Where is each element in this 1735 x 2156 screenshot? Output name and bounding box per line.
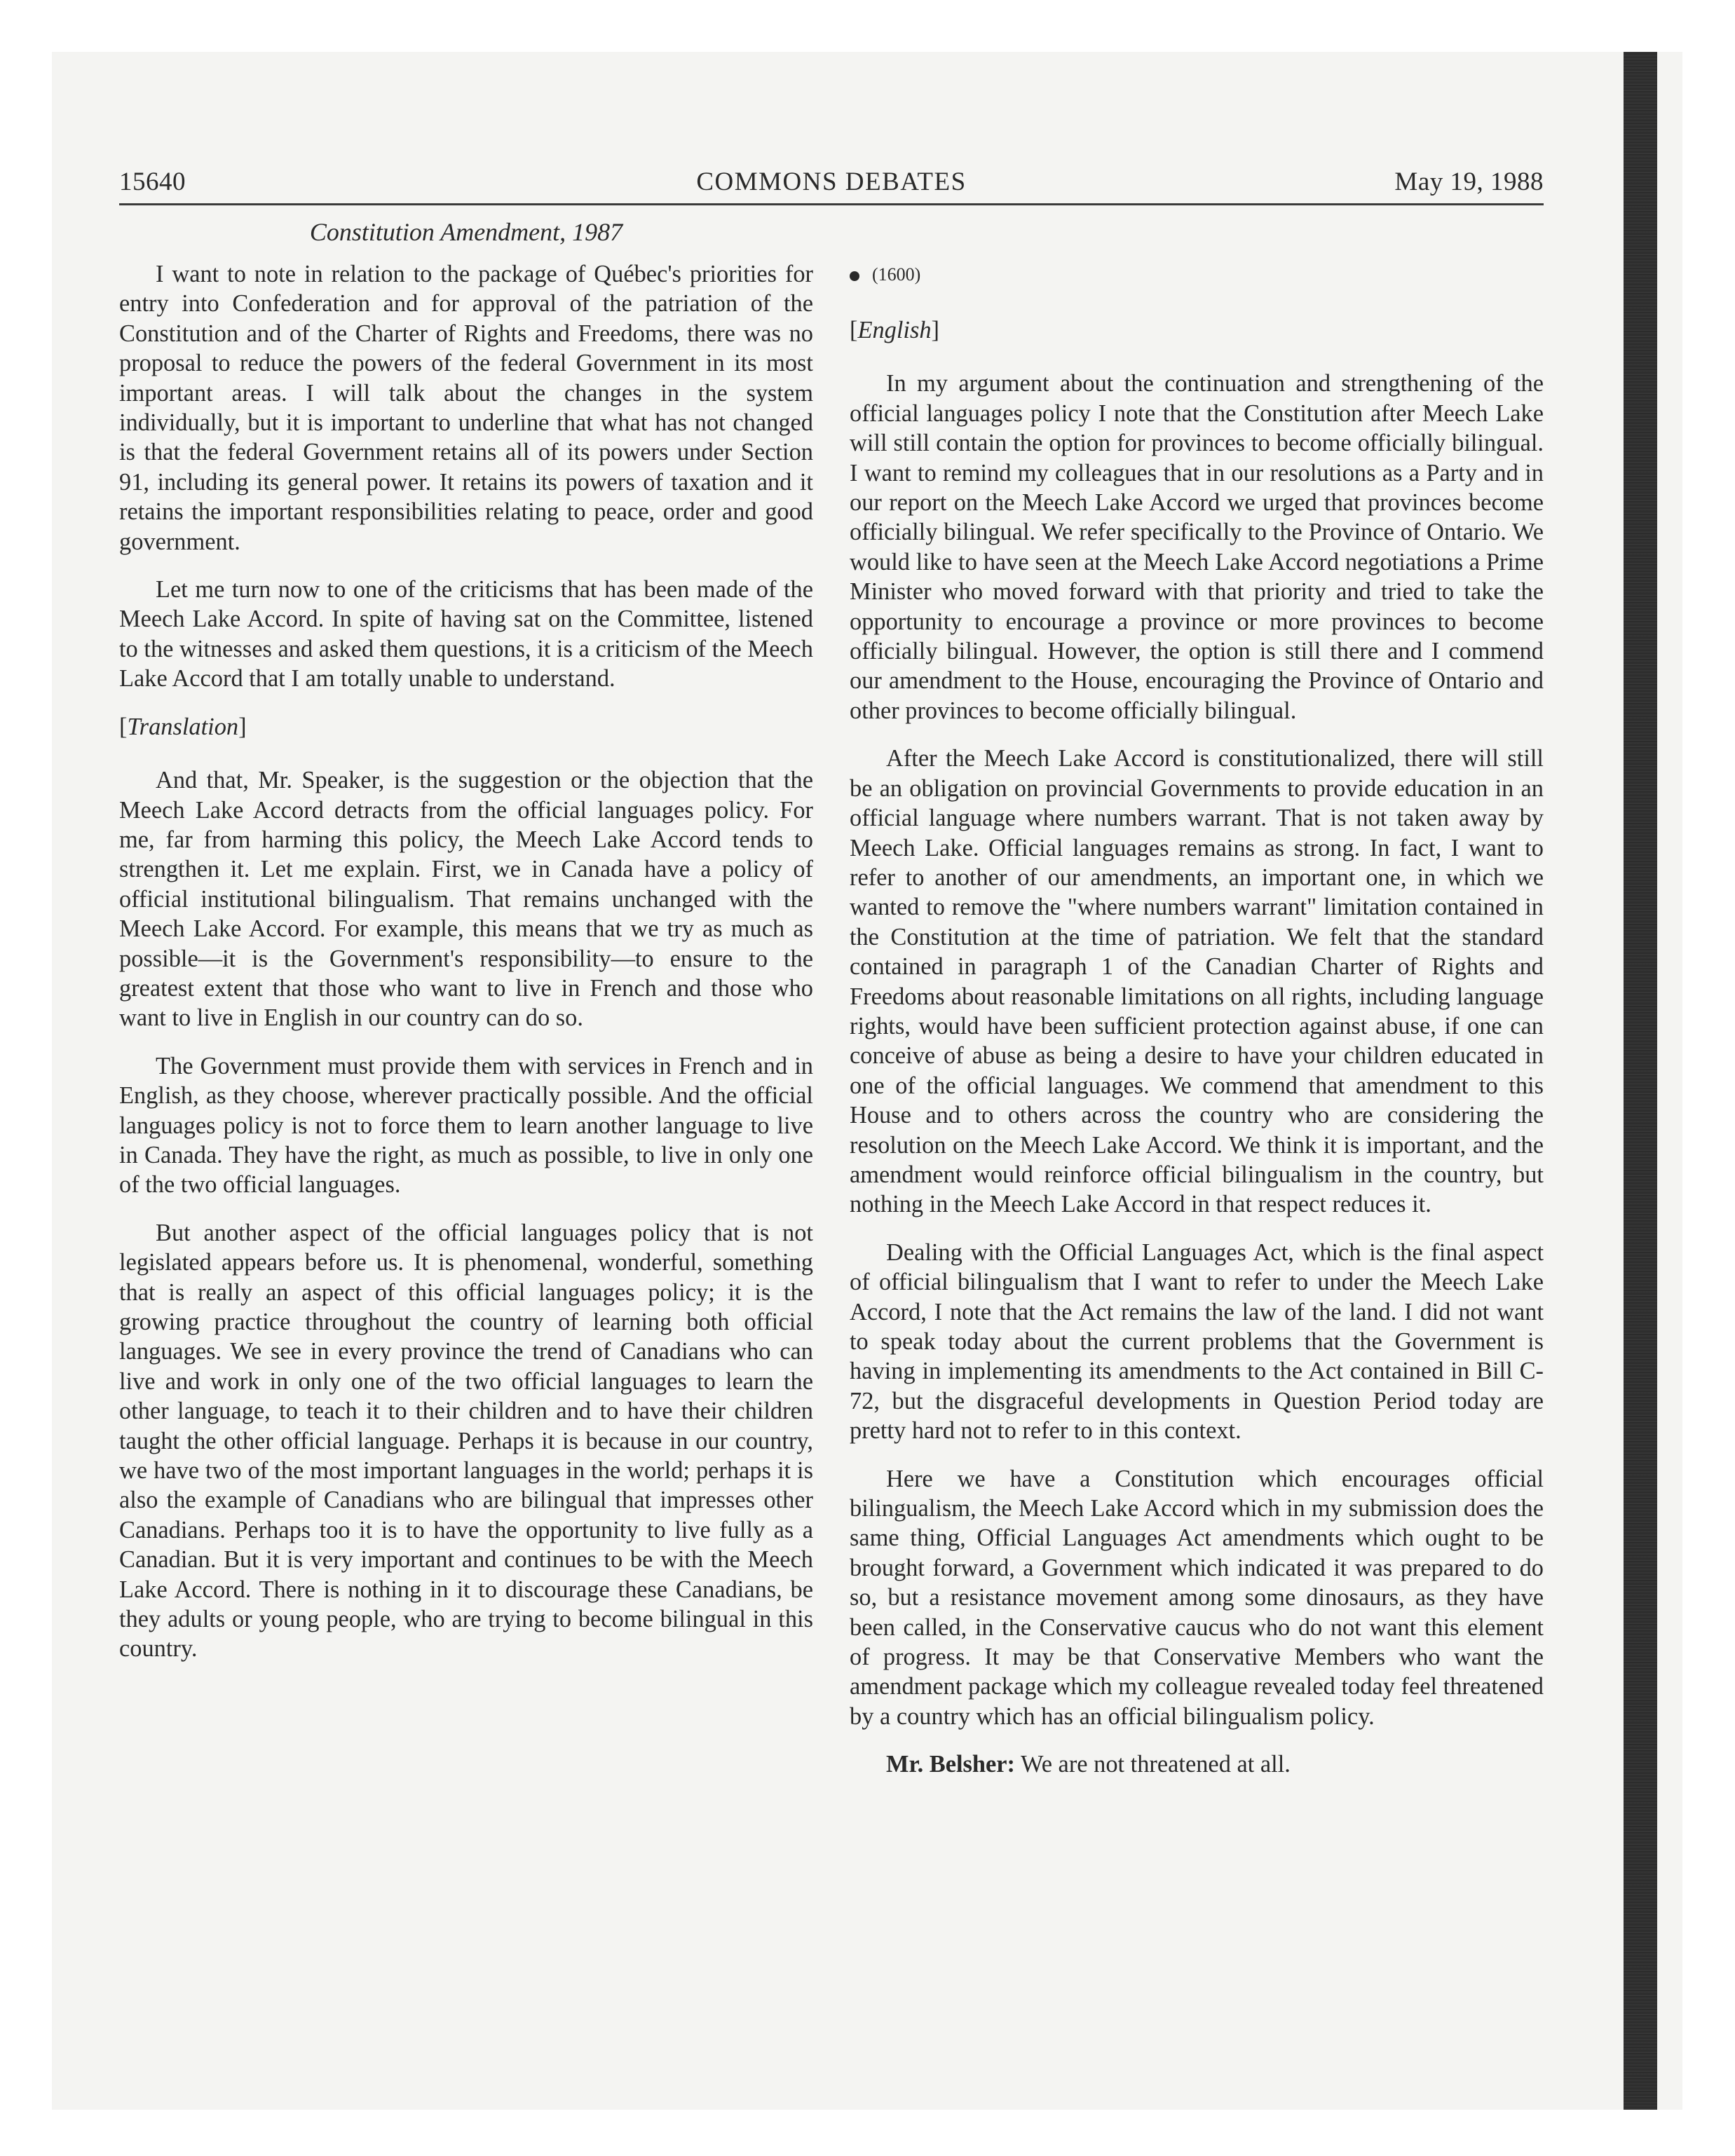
timestamp-text: (1600) xyxy=(872,264,921,285)
right-column xyxy=(850,261,1544,1798)
speech-paragraph xyxy=(850,1749,1544,1779)
paragraph: And that, Mr. Speaker, is the suggestion or the objection that the Meech Lake Accord detracts from the official languages policy. For me, far from harming this policy, the Meech Lake Accord tends to strengthen it. Let me explain. First, we in Canada have a policy of official institutional bilingualism. That remains unchanged with the Meech Lake Accord. For example, this means that we try as much as possible—it is the Government's responsibility—to ensure to the greatest extent that those who want to live in French and those who want to live in English in our country can do so. xyxy=(119,767,813,1032)
page-number: 15640 xyxy=(119,168,186,196)
page-date: May 19, 1988 xyxy=(1394,168,1544,196)
tag-close-bracket: ] xyxy=(931,317,939,343)
tag-open-bracket: [ xyxy=(119,713,128,740)
bullet-icon xyxy=(850,271,859,281)
speaker-name: Mr. Belsher: xyxy=(886,1751,1016,1778)
paragraph: I want to note in relation to the package of Québec's priorities for entry into Confederation and for approval of the patriation of the Constitution and of the Charter of Rights and Freedoms, there was no proposal to reduce the powers of the federal Government in its most important areas. I will talk about the changes in the system individually, but it is important to underline that what has not changed is that the federal Government retains all of its powers under Section 91, including its general power. It retains its powers of taxation and it retains the important responsibilities relating to peace, order and good government. xyxy=(119,261,813,555)
paragraph: Let me turn now to one of the criticisms that has been made of the Meech Lake Accord. In spite of having sat on the Committee, listened to the witnesses and asked them questions, it is a criticism of the Meech Lake Accord that I am totally unable to understand. xyxy=(119,576,813,692)
language-tag xyxy=(119,712,813,742)
paragraph: After the Meech Lake Accord is constitutionalized, there will still be an obligation on provincial Governments to provide education in an official language where numbers warrant. That is not taken away by Meech Lake. Official languages remains as strong. In fact, I want to refer to another of our amendments, an important one, in which we wanted to remove the "where numbers warrant" limitation contained in the Constitution at the time of patriation. We felt that the standard contained in paragraph 1 of the Canadian Charter of Rights and Freedoms about reasonable limitations on all rights, including language rights, would have been sufficient protection against abuse, if one can conceive of abuse as being a desire to have your children educated in one of the official languages. We commend that amendment to this House and to others across the country who are considering the resolution on the Meech Lake Accord. We think it is important, and the amendment would reinforce official bilingualism in the country, but nothing in the Meech Lake Accord in that respect reduces it. xyxy=(850,745,1544,1218)
timestamp xyxy=(850,261,1544,289)
paragraph: The Government must provide them with services in French and in English, as they choose, wherever practically possible. And the official languages policy is not to force them to learn another language to live in Canada. They have the right, as much as possible, to live in only one of the two official languages. xyxy=(119,1052,813,1199)
language-tag xyxy=(850,315,1544,345)
speech-text: We are not threatened at all. xyxy=(1015,1751,1291,1778)
tag-open-bracket: [ xyxy=(850,317,858,343)
left-column xyxy=(119,259,813,1682)
tag-close-bracket: ] xyxy=(238,713,247,740)
paragraph: In my argument about the continuation and strengthening of the official languages policy I note that the Constitution after Meech Lake will still contain the option for provinces to become officially bilingual. I want to remind my colleagues that in our resolutions as a Party and in our report on the Meech Lake Accord we urged that provinces become officially bilingual. We refer specifically to the Province of Ontario. We would like to have seen at the Meech Lake Accord negotiations a Prime Minister who moved forward with that priority and tried to take the opportunity to encourage a province or more provinces to become officially bilingual. However, the option is still there and I commend our amendment to the House, encouraging the Province of Ontario and other provinces to become officially bilingual. xyxy=(850,370,1544,724)
paragraph: Dealing with the Official Languages Act, which is the final aspect of official bilingualism that I want to refer to under the Meech Lake Accord, I note that the Act remains the law of the land. I did not want to speak today about the current problems that the Government is having in implementing its amendments to the Act contained in Bill C-72, but the disgraceful developments in Question Period today are pretty hard not to refer to in this context. xyxy=(850,1239,1544,1445)
publication-title: COMMONS DEBATES xyxy=(696,168,967,196)
tag-text: English xyxy=(857,317,932,343)
page-header xyxy=(119,167,1544,205)
tag-text: Translation xyxy=(127,713,239,740)
binding-edge xyxy=(1624,52,1657,2110)
paragraph: Here we have a Constitution which encourages official bilingualism, the Meech Lake Accord which in my submission does the same thing, Official Languages Act amendments which ought to be brought forward, a Government which indicated it was prepared to do so, but a resistance movement among some dinosaurs, as they have been called, in the Conservative caucus who do not want this element of progress. It may be that Conservative Members who want the amendment package which my colleague revealed today feel threatened by a country which has an official bilingualism policy. xyxy=(850,1465,1544,1730)
running-head: Constitution Amendment, 1987 xyxy=(309,218,623,246)
paragraph: But another aspect of the official languages policy that is not legislated appears before us. It is phenomenal, wonderful, something that is really an aspect of this official languages policy; it is the growing practice throughout the country of learning both official languages. We see in every province the trend of Canadians who can live and work in only one of the two official languages to learn the other language, to teach it to their children and to have their children taught the other official language. Perhaps it is because in our country, we have two of the most important languages in the world; perhaps it is also the example of Canadians who are bilingual that impresses other Canadians. Perhaps too it is to have the opportunity to live fully as a Canadian. But it is very important and continues to be with the Meech Lake Accord. There is nothing in it to discourage these Canadians, be they adults or young people, who are trying to become bilingual in this country. xyxy=(119,1219,813,1663)
